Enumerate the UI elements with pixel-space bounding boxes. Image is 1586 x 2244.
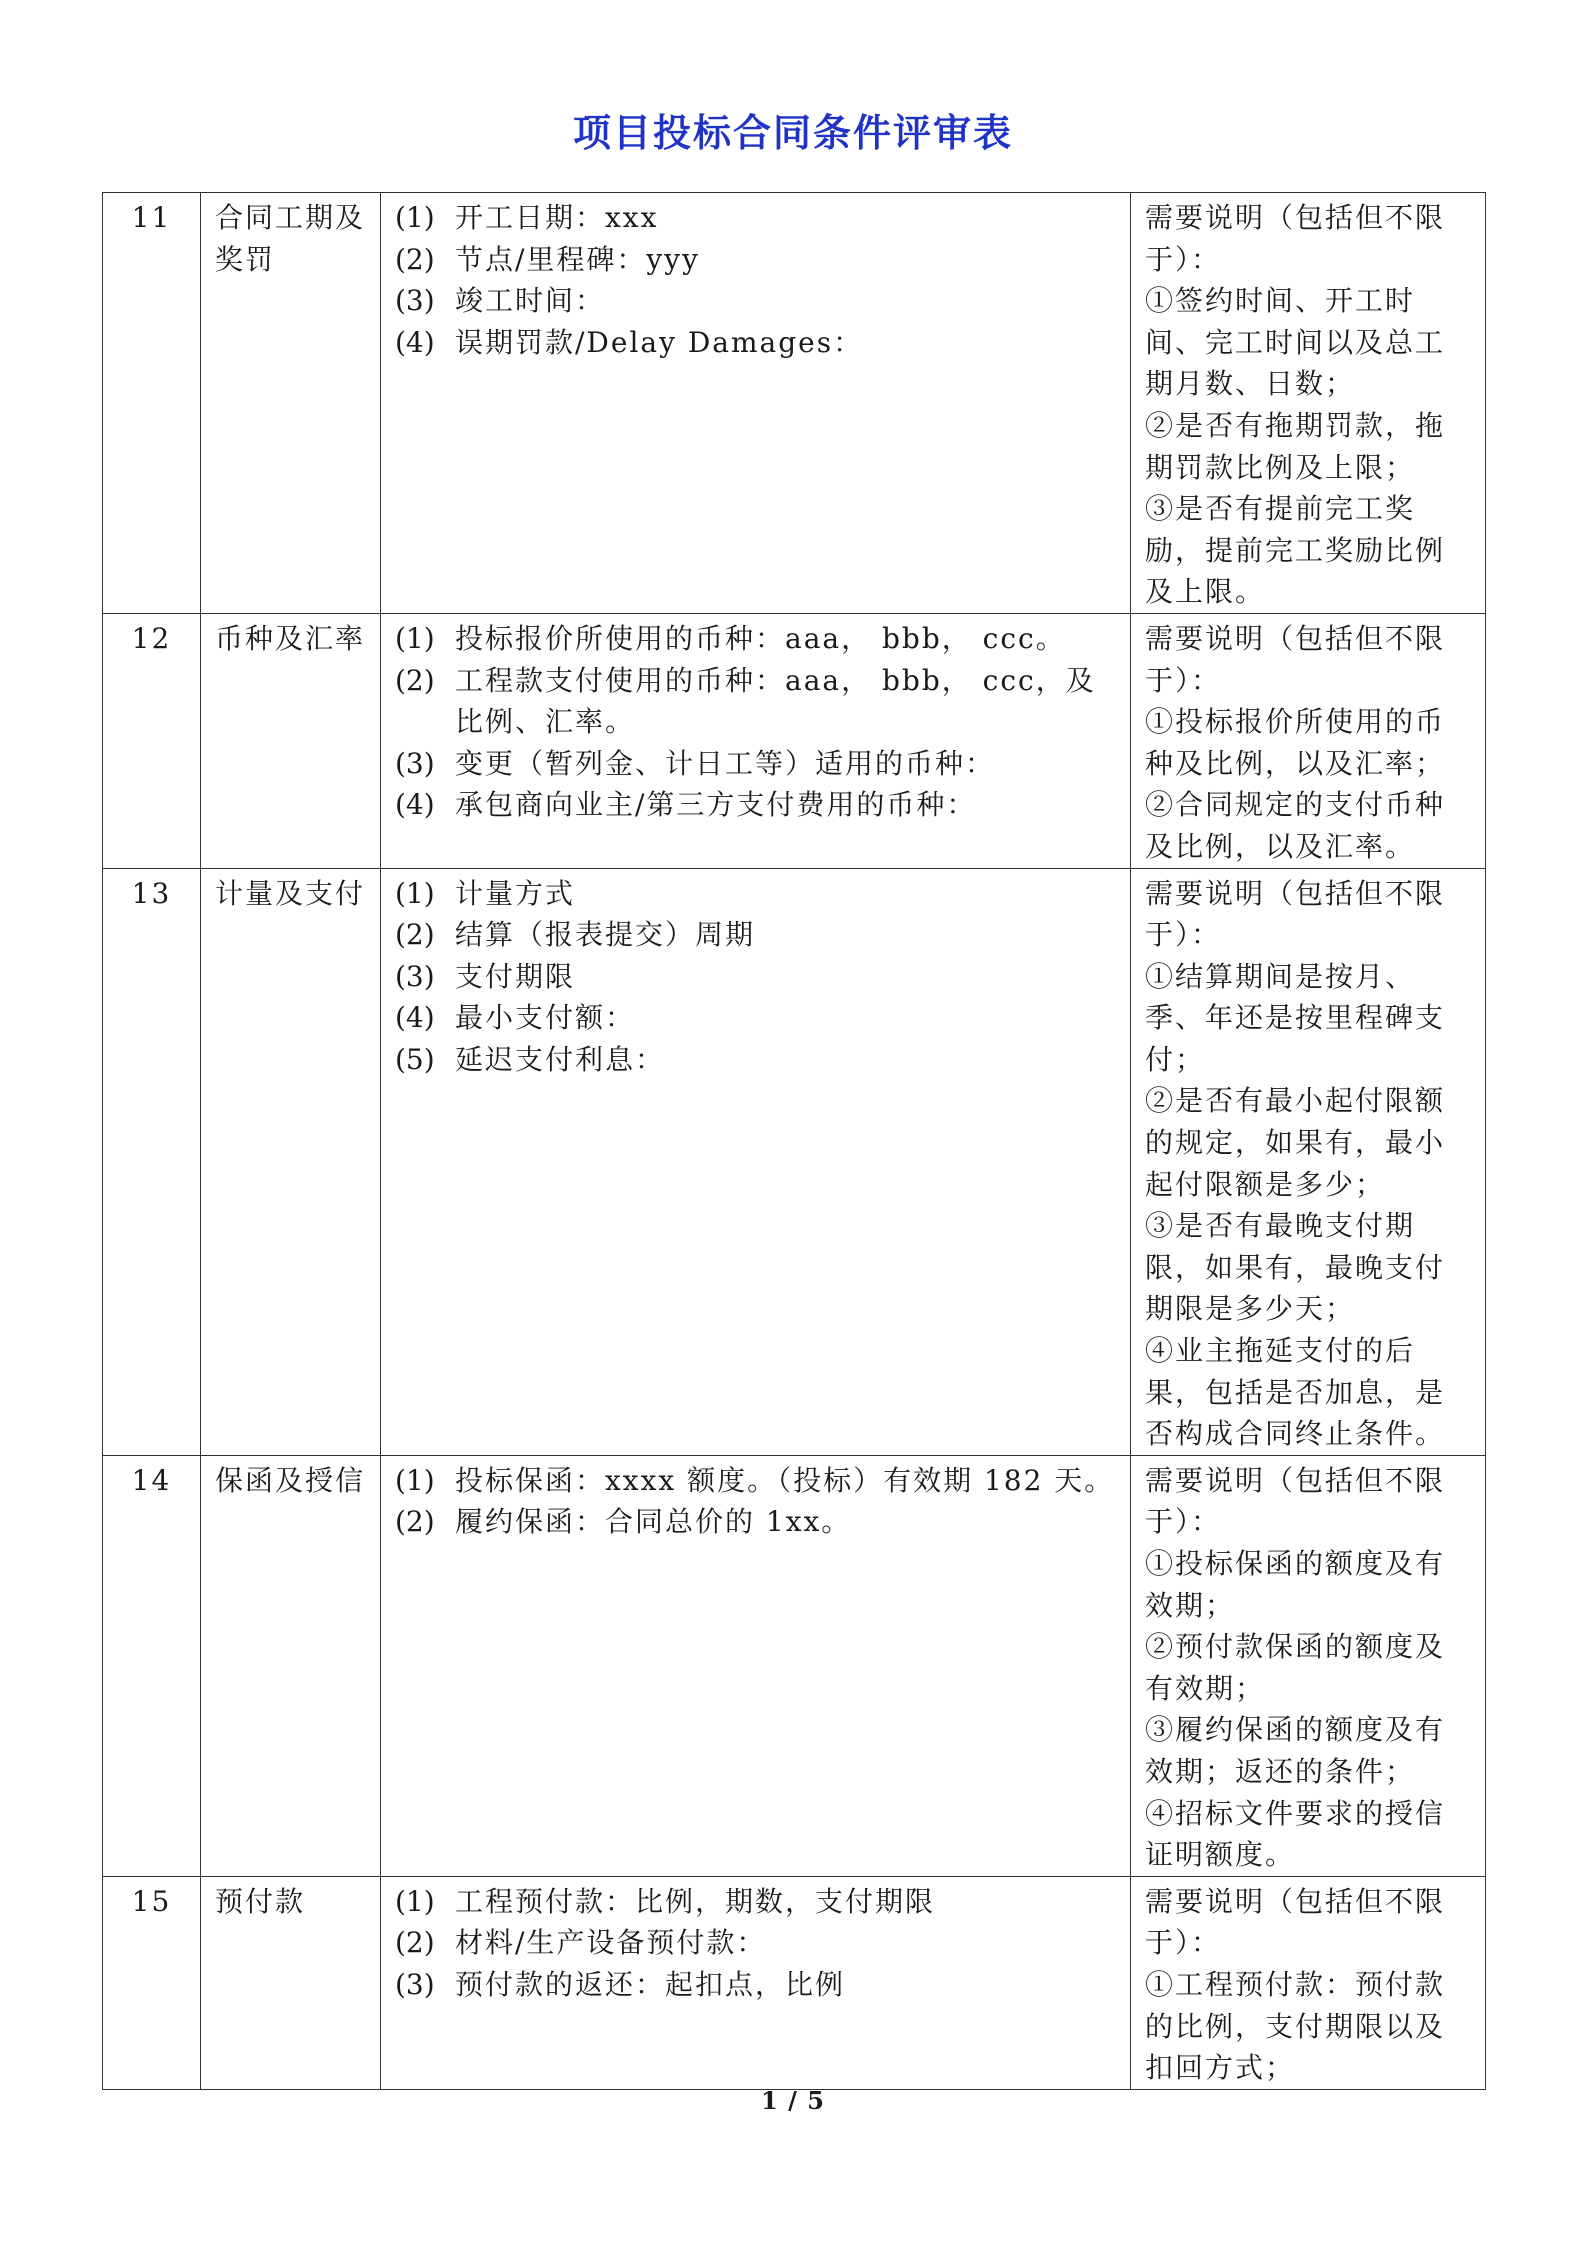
table-row	[103, 1455, 1486, 1876]
note-line: ②是否有拖期罚款，拖期罚款比例及上限；	[1145, 408, 1446, 484]
note-line: ①投标保函的额度及有效期；	[1145, 1547, 1446, 1622]
item-index: (4)	[395, 325, 435, 359]
notes-heading: 需要说明（包括但不限于）：	[1145, 1884, 1446, 1960]
item-text: 工程款支付使用的币种：aaa， bbb， ccc，及比例、汇率。	[455, 663, 1096, 739]
row-items-cell	[381, 193, 1131, 614]
list-item	[395, 322, 1116, 364]
note-line: ①签约时间、开工时间、完工时间以及总工期月数、日数；	[1145, 284, 1446, 401]
list-item	[395, 1922, 1116, 1964]
table-row	[103, 868, 1486, 1455]
list-item	[395, 1460, 1116, 1502]
list-item	[395, 784, 1116, 826]
item-index: (2)	[395, 918, 435, 952]
note-line: ②预付款保函的额度及有效期；	[1145, 1630, 1446, 1705]
note-line: ②合同规定的支付币种及比例，以及汇率。	[1145, 788, 1446, 863]
item-text: 结算（报表提交）周期	[455, 918, 756, 952]
list-item	[395, 618, 1116, 660]
notes-heading: 需要说明（包括但不限于）：	[1145, 201, 1446, 276]
item-text: 履约保函：合同总价的 1xx。	[455, 1505, 852, 1539]
item-index: (2)	[395, 242, 435, 276]
row-topic: 合同工期及奖罚	[201, 193, 381, 614]
item-text: 开工日期：xxx	[455, 201, 659, 234]
item-list	[395, 618, 1116, 826]
item-text: 投标保函：xxxx 额度。（投标）有效期 182 天。	[455, 1463, 1115, 1497]
item-index: (2)	[395, 1926, 435, 1960]
list-item	[395, 1881, 1116, 1923]
row-notes-cell	[1131, 1876, 1486, 2089]
item-index: (1)	[395, 1463, 435, 1497]
item-text: 竣工时间：	[455, 284, 606, 318]
row-items-cell	[381, 868, 1131, 1455]
list-item	[395, 743, 1116, 785]
notes-heading: 需要说明（包括但不限于）：	[1145, 876, 1446, 952]
notes-heading: 需要说明（包括但不限于）：	[1145, 621, 1446, 697]
contract-review-table	[102, 192, 1486, 2090]
table-row	[103, 1876, 1486, 2089]
row-topic: 币种及汇率	[201, 613, 381, 868]
note-line: ④招标文件要求的授信证明额度。	[1145, 1796, 1446, 1872]
item-text: 预付款的返还：起扣点，比例	[455, 1968, 846, 2001]
list-item	[395, 280, 1116, 322]
item-list	[395, 1460, 1116, 1543]
page-number: 1 / 5	[761, 2086, 825, 2115]
list-item	[395, 873, 1116, 915]
item-text: 变更（暂列金、计日工等）适用的币种：	[455, 746, 996, 780]
row-number: 12	[103, 613, 201, 868]
row-number: 13	[103, 868, 201, 1455]
item-text: 延迟支付利息：	[455, 1042, 666, 1076]
note-line: ③是否有提前完工奖励，提前完工奖励比例及上限。	[1145, 492, 1446, 609]
note-line: ③是否有最晚支付期限，如果有，最晚支付期限是多少天；	[1145, 1209, 1446, 1326]
item-text: 投标报价所使用的币种：aaa， bbb， ccc。	[455, 621, 1066, 655]
note-line: ④业主拖延支付的后果，包括是否加息，是否构成合同终止条件。	[1145, 1334, 1446, 1451]
item-index: (1)	[395, 1884, 435, 1918]
list-item	[395, 956, 1116, 998]
note-line: ②是否有最小起付限额的规定，如果有，最小起付限额是多少；	[1145, 1084, 1446, 1201]
row-notes-cell	[1131, 193, 1486, 614]
item-index: (3)	[395, 284, 435, 318]
item-text: 计量方式	[455, 876, 576, 910]
row-topic: 保函及授信	[201, 1455, 381, 1876]
row-notes-cell	[1131, 868, 1486, 1455]
item-text: 节点/里程碑：yyy	[455, 242, 700, 276]
item-index: (3)	[395, 959, 435, 993]
list-item	[395, 997, 1116, 1039]
row-number: 11	[103, 193, 201, 614]
table-row	[103, 193, 1486, 614]
list-item	[395, 1964, 1116, 2006]
row-notes-cell	[1131, 1455, 1486, 1876]
item-index: (4)	[395, 788, 435, 822]
item-index: (2)	[395, 1505, 435, 1539]
item-index: (1)	[395, 876, 435, 910]
item-text: 误期罚款/Delay Damages：	[455, 325, 864, 359]
item-index: (4)	[395, 1001, 435, 1035]
item-index: (3)	[395, 746, 435, 780]
notes-heading: 需要说明（包括但不限于）：	[1145, 1463, 1446, 1539]
list-item	[395, 239, 1116, 281]
item-list	[395, 1881, 1116, 2006]
item-text: 支付期限	[455, 959, 576, 993]
document-title: 项目投标合同条件评审表	[572, 110, 1013, 155]
item-list	[395, 197, 1116, 363]
item-index: (1)	[395, 621, 435, 655]
item-text: 最小支付额：	[455, 1001, 636, 1035]
item-text: 承包商向业主/第三方支付费用的币种：	[455, 788, 977, 822]
row-items-cell	[381, 1455, 1131, 1876]
item-list	[395, 873, 1116, 1081]
item-index: (3)	[395, 1968, 435, 2001]
item-index: (1)	[395, 201, 435, 234]
note-line: ①工程预付款：预付款的比例，支付期限以及扣回方式；	[1145, 1968, 1446, 2085]
row-items-cell	[381, 613, 1131, 868]
list-item	[395, 197, 1116, 239]
note-line: ①投标报价所使用的币种及比例，以及汇率；	[1145, 705, 1446, 780]
list-item	[395, 914, 1116, 956]
row-items-cell	[381, 1876, 1131, 2089]
row-notes-cell	[1131, 613, 1486, 868]
list-item	[395, 1501, 1116, 1543]
note-line: ①结算期间是按月、季、年还是按里程碑支付；	[1145, 959, 1446, 1076]
row-topic: 预付款	[201, 1876, 381, 2089]
row-number: 15	[103, 1876, 201, 2089]
list-item	[395, 660, 1116, 743]
table-row	[103, 613, 1486, 868]
note-line: ③履约保函的额度及有效期；返还的条件；	[1145, 1713, 1446, 1788]
item-text: 工程预付款：比例，期数，支付期限	[455, 1884, 936, 1918]
row-topic: 计量及支付	[201, 868, 381, 1455]
item-text: 材料/生产设备预付款：	[455, 1926, 767, 1960]
row-number: 14	[103, 1455, 201, 1876]
item-index: (5)	[395, 1042, 435, 1076]
item-index: (2)	[395, 663, 435, 697]
list-item	[395, 1039, 1116, 1081]
